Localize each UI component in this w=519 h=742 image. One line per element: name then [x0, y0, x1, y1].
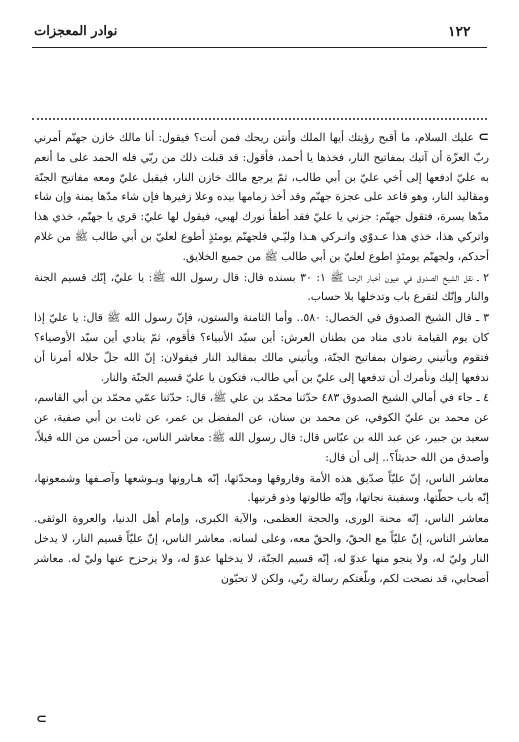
book-title: نوادر المعجزات — [34, 24, 118, 39]
hadith-entry-2: ٢ ـ نقل الشيخ الصدوق في عيون أخبار الرضا ﷺ ١: ٣٠ بسنده قال: قال رسول الله ﷺ: يا عليّ، إنّك قسيم الجنة والنار وإنّك لتقرع باب وتدخلها بلا حساب. — [34, 270, 489, 304]
dotted-separator — [32, 118, 487, 120]
hadith-paragraph-6: معاشر الناس، إنّه محنة الورى، والحجة العظمى، والآية الكبرى، وإمام أهل الدنيا، والعروة الوثقى. معاشر الناس، إنّ عليّاً مع الحقّ، والحقّ معه، وعلى لسانه. معاشر الناس، إنّ عليّاً قسيم النار، لا يدخل النار وليّ له، ولا ينجو منها عدوّ له، إنّه قسيم الجنّة، لا يدخلها عدوّ له، ولا يزحزح عنها وليّ له. معاشر أصحابي، قد نصحت لكم، وبلّغتكم رسالة ربّي، ولكن لا تحبّون — [34, 512, 489, 585]
hadith-paragraph-5: معاشر الناس، إنّ عليّاً صدّيق هذه الأمة وفاروقها ومحدّثها، إنّه هـارونها ويـوشعها وآصـفها وشمعونها، إنّه باب حطّتها، وسفينة نجاتها، وإنّه طالوتها وذو قرنيها. — [34, 471, 489, 505]
close-ornament-icon: ⊂ — [36, 712, 47, 727]
page-number: ١٢٢ — [448, 24, 471, 40]
header-rule — [32, 47, 487, 48]
page-header — [0, 22, 519, 48]
continuation-paragraph — [34, 128, 489, 267]
continuation-text: عليك السلام، ما أقبح رؤيتك أيها الملك وأنتن ريحك فمن أنت؟ فيقول: أنا مالك خازن جهنّم أمرني ربّ العزّة أن آتيك بمفاتيح النار، فخذها يا أحمد، فأقول: قد قبلت ذلك من ربّي فله الحمد على ما أنعم به عليّ ادفعها إلى أخي عليّ بن أبي طالب، ثمّ يرجع مالك خازن النار، فيقبل عليّ ومعه مفاتيح الجنّة ومقاليد النار، وهو قاعد على عجزة جهنّم وقد أخذ زمامها بيده وعلا زفيرها فإن شاء مدّها يمنة وإن شاء مدّها يسرة، فتقول جهنّم: جزني يا عليّ فقد أطفأ نورك لهبي، فيقول لها عليّ: قري يا جهنّم، خذي هذا واتركي هذا، خذي هذا عـدوّي واتـركي هـذا وليّـي فلجهنّم يومئذٍ أطوع لعليّ بن أبي طالب ﷺ من غلام أحدكم، ولجهنّم يومئذٍ اطوع لعليّ بن أبي طالب ﷺ من جميع الخلايق. — [34, 131, 489, 263]
hadith-entry-4: ٤ ـ جاء في أمالي الشيخ الصدوق ٤٨٣ حدّثنا محمّد بن علي ﷺ، قال: حدّثنا عمّي محمّد بن أبي القاسم، عن محمد بن عليّ الكوفي، عن محمد بن سنان، عن المفضل بن عمر، عن ثابت بن أبي صفية، عن سعيد بن جبير، عن عبد الله بن عبّاس قال: قال رسول الله ﷺ: معاشر الناس، من أحسن من الله قيلاً، وأصدق من الله حديثاً؟.. إلى أن قال: — [34, 391, 489, 464]
open-ornament-icon: ⊃ — [478, 130, 489, 145]
page-body — [34, 128, 489, 728]
hadith-entry-3: ٣ ـ قال الشيخ الصدوق في الخصال: ٥٨٠.. وأما الثامنة والستون، فإنّ رسول الله ﷺ قال: يا عليّ إذا كان يوم القيامة نادى مناد من بطنان العرش: أين سيّد الأنبياء؟ فأقوم، ثمّ ينادي أين سيّد الأوصياء؟ فتقوم ويأتيني رضوان بمفاتيح الجنّة، ويأتيني مالك بمقاليد النار فيقولان: إنّ الله جلّ جلاله أمرنا أن ندفعها إليك ونأمرك أن تدفعها إلى عليّ بن أبي طالب، فتكون يا عليّ قسيم الجنّة والنار. — [34, 311, 489, 384]
